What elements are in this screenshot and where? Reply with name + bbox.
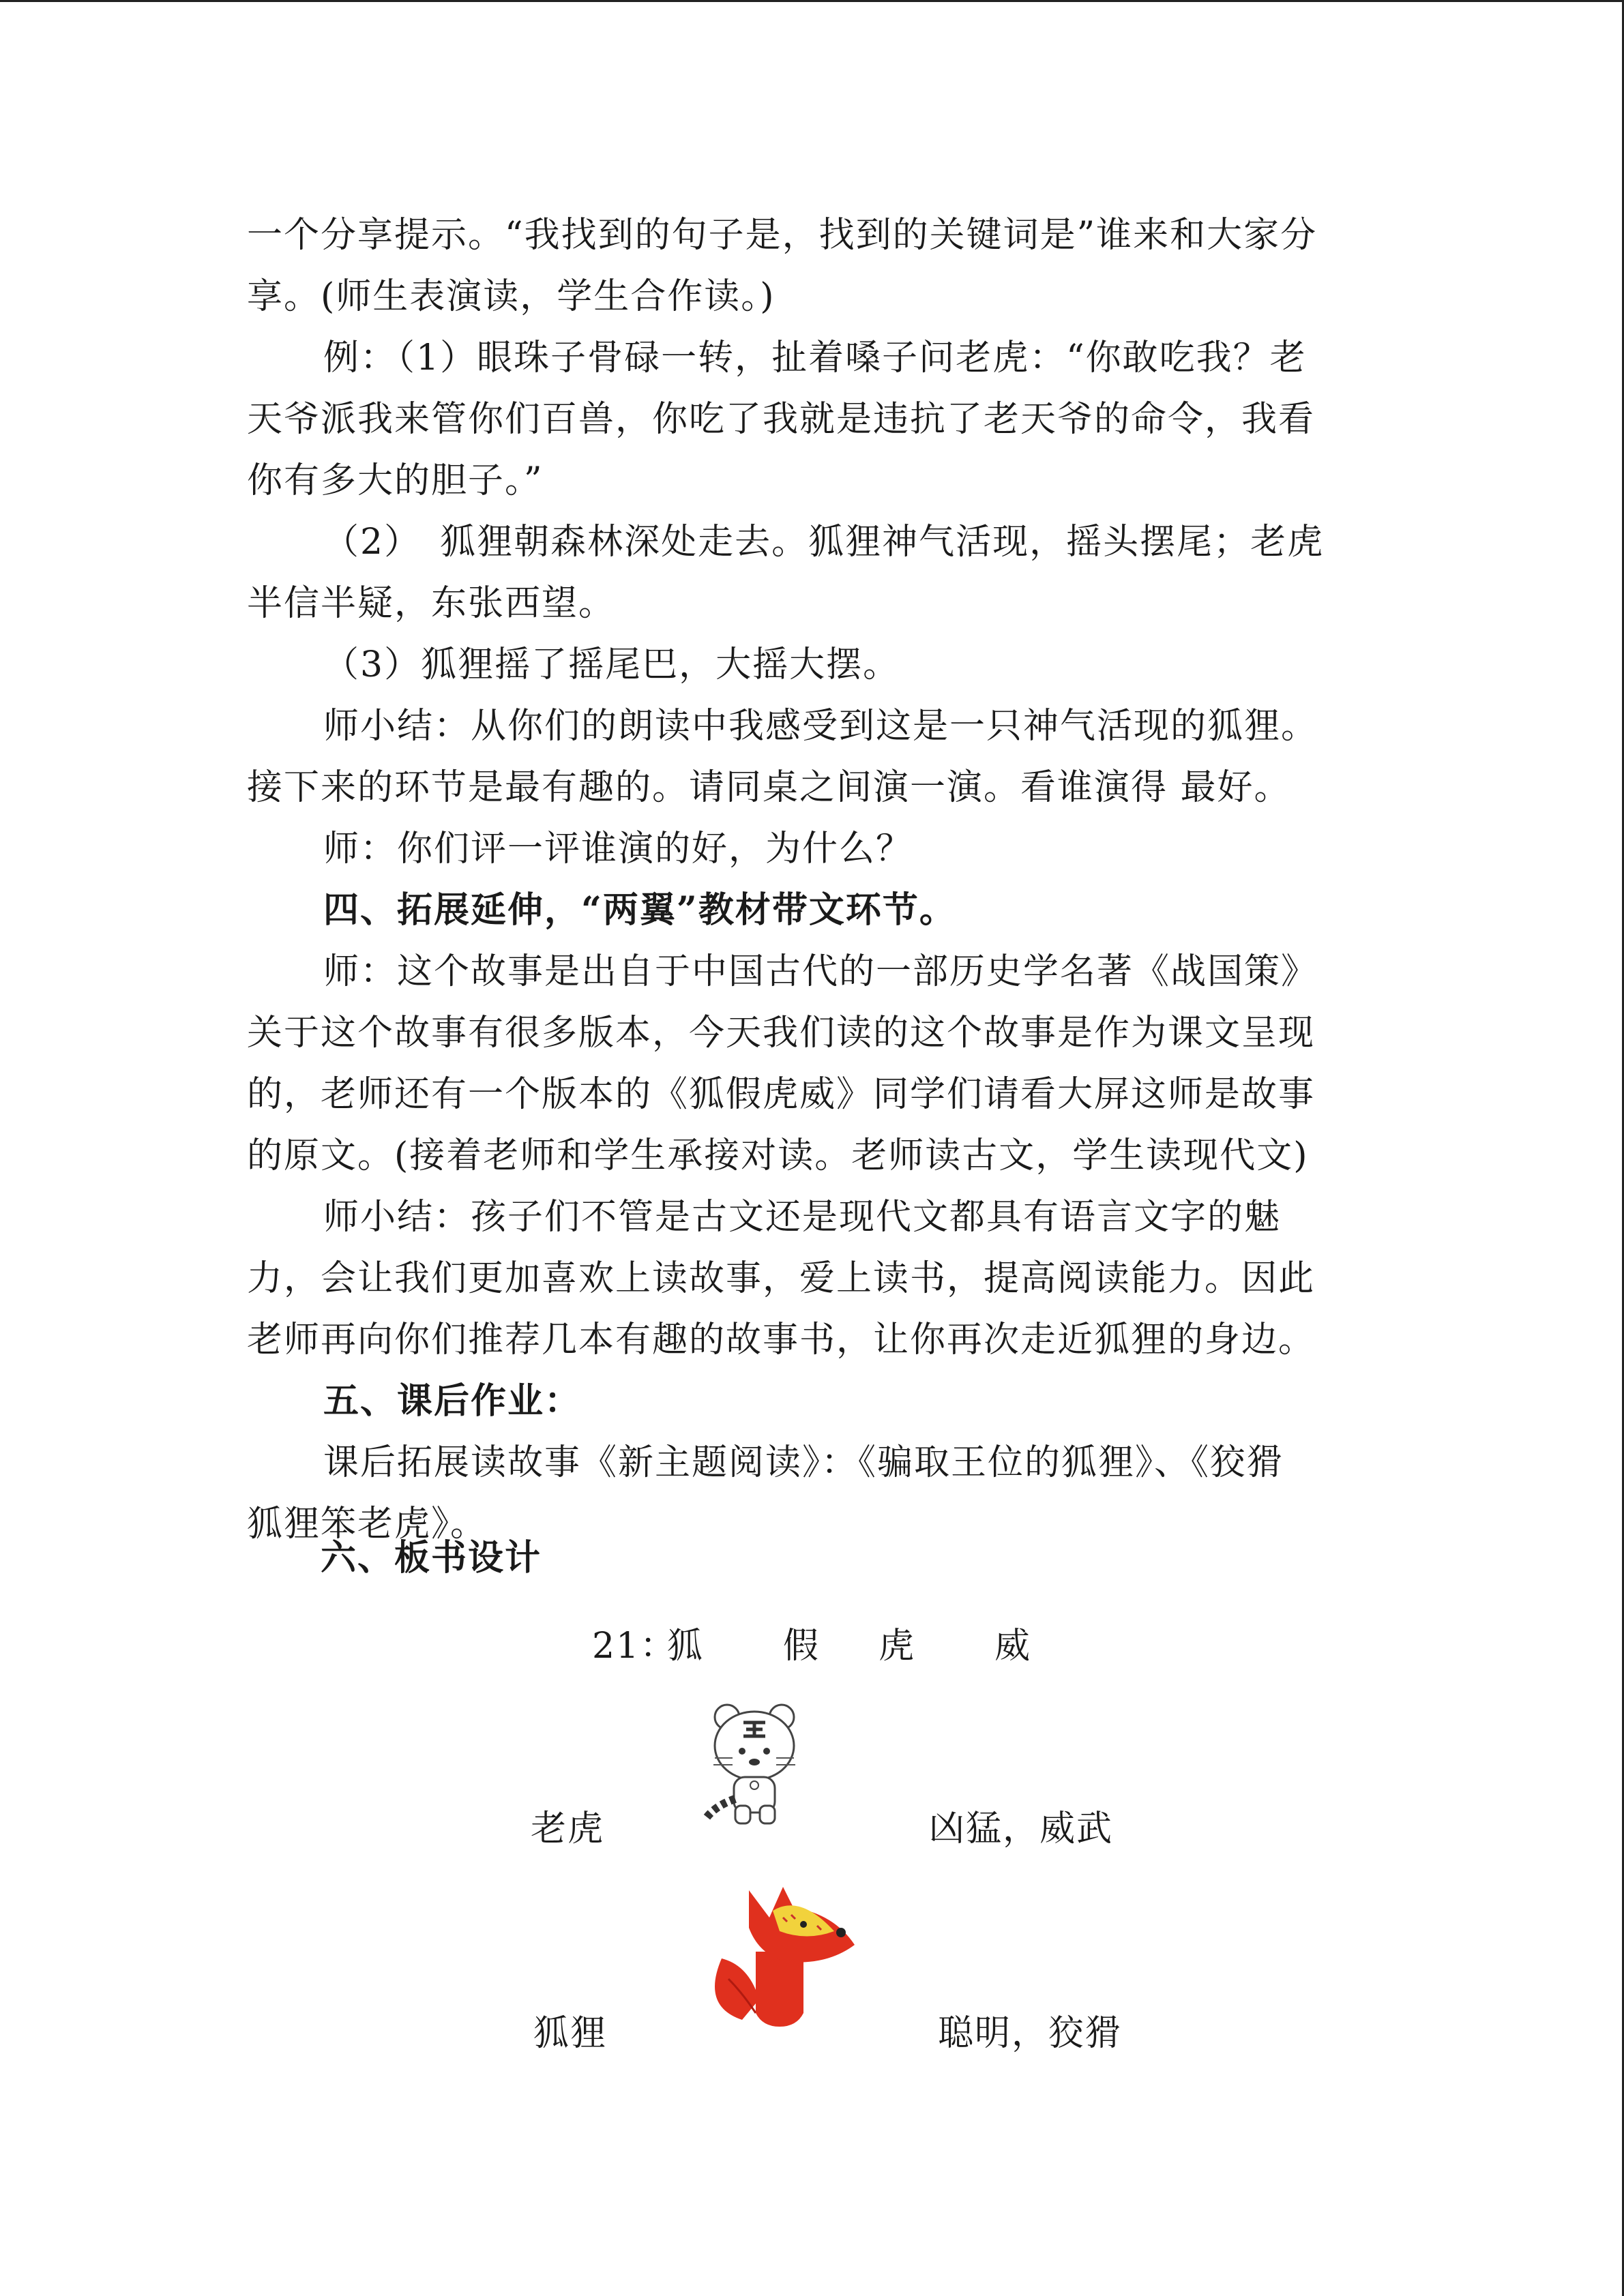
paragraph-line: 师小结：孩子们不管是古文还是现代文都具有语言文字的魅 — [323, 1197, 1282, 1238]
fox-label: 狐狸 — [533, 2013, 608, 2054]
paragraph-line: （3）狐狸摇了摇尾巴，大摇大摆。 — [323, 644, 900, 685]
paragraph-line: 力，会让我们更加喜欢上读故事，爱上读书，提高阅读能力。因此 — [247, 1258, 1316, 1299]
paragraph-line: 狐狸笨老虎》。 — [247, 1504, 488, 1545]
section-heading: 五、课后作业： — [323, 1380, 582, 1422]
paragraph-line: 关于这个故事有很多版本，今天我们读的这个故事是作为课文呈现 — [247, 1013, 1316, 1054]
document-body — [247, 205, 1379, 1555]
paragraph-line: 享。(师生表演读，学生合作读。) — [247, 276, 776, 317]
tiger-icon — [694, 1697, 831, 1833]
fox-icon — [701, 1877, 872, 2040]
paragraph-line: 师小结：从你们的朗读中我感受到这是一只神气活现的狐狸。 — [323, 706, 1318, 747]
board-title-char: 虎 — [879, 1626, 916, 1667]
tiger-label: 老虎 — [531, 1808, 605, 1849]
paragraph-line: 一个分享提示。“我找到的句子是，找到的关键词是”谁来和大家分 — [247, 215, 1318, 256]
paragraph-line: 的原文。(接着老师和学生承接对读。老师读古文，学生读现代文) — [247, 1135, 1309, 1176]
paragraph-line: 师：这个故事是出自于中国古代的一部历史学名著《战国策》 — [323, 951, 1318, 992]
board-title-number: 21： — [592, 1626, 677, 1667]
paragraph-line: 老师再向你们推荐几本有趣的故事书，让你再次走近狐狸的身边。 — [247, 1320, 1316, 1360]
board-title-char: 狐 — [667, 1626, 705, 1667]
paragraph-line: 的，老师还有一个版本的《狐假虎威》同学们请看大屏这师是故事 — [247, 1074, 1316, 1115]
paragraph-line: 半信半疑，东张西望。 — [247, 583, 616, 624]
board-title-char: 假 — [783, 1626, 821, 1667]
section-six-heading: 六、板书设计 — [321, 1537, 542, 1579]
paragraph-line: 天爷派我来管你们百兽，你吃了我就是违抗了老天爷的命令，我看 — [247, 399, 1316, 440]
section-heading: 四、拓展延伸，“两翼”教材带文环节。 — [323, 889, 956, 931]
paragraph-line: 接下来的环节是最有趣的。请同桌之间演一演。看谁演得 最好。 — [247, 767, 1291, 808]
paragraph-line: 课后拓展读故事《新主题阅读》：《骗取王位的狐狸》、《狡猾 — [323, 1442, 1284, 1483]
paragraph-line: 你有多大的胆子。” — [247, 460, 544, 501]
paragraph-line: 例：（1）眼珠子骨碌一转，扯着嗓子问老虎：“你敢吃我？老 — [323, 338, 1307, 378]
paragraph-line: 师：你们评一评谁演的好，为什么？ — [323, 829, 913, 869]
board-title-char: 威 — [994, 1626, 1032, 1667]
fox-traits: 聪明，狡猾 — [938, 2013, 1123, 2054]
page-top-border — [0, 0, 1624, 2]
paragraph-line: （2） 狐狸朝森林深处走去。狐狸神气活现，摇头摆尾；老虎 — [323, 522, 1325, 563]
tiger-traits: 凶猛，威武 — [929, 1808, 1114, 1849]
